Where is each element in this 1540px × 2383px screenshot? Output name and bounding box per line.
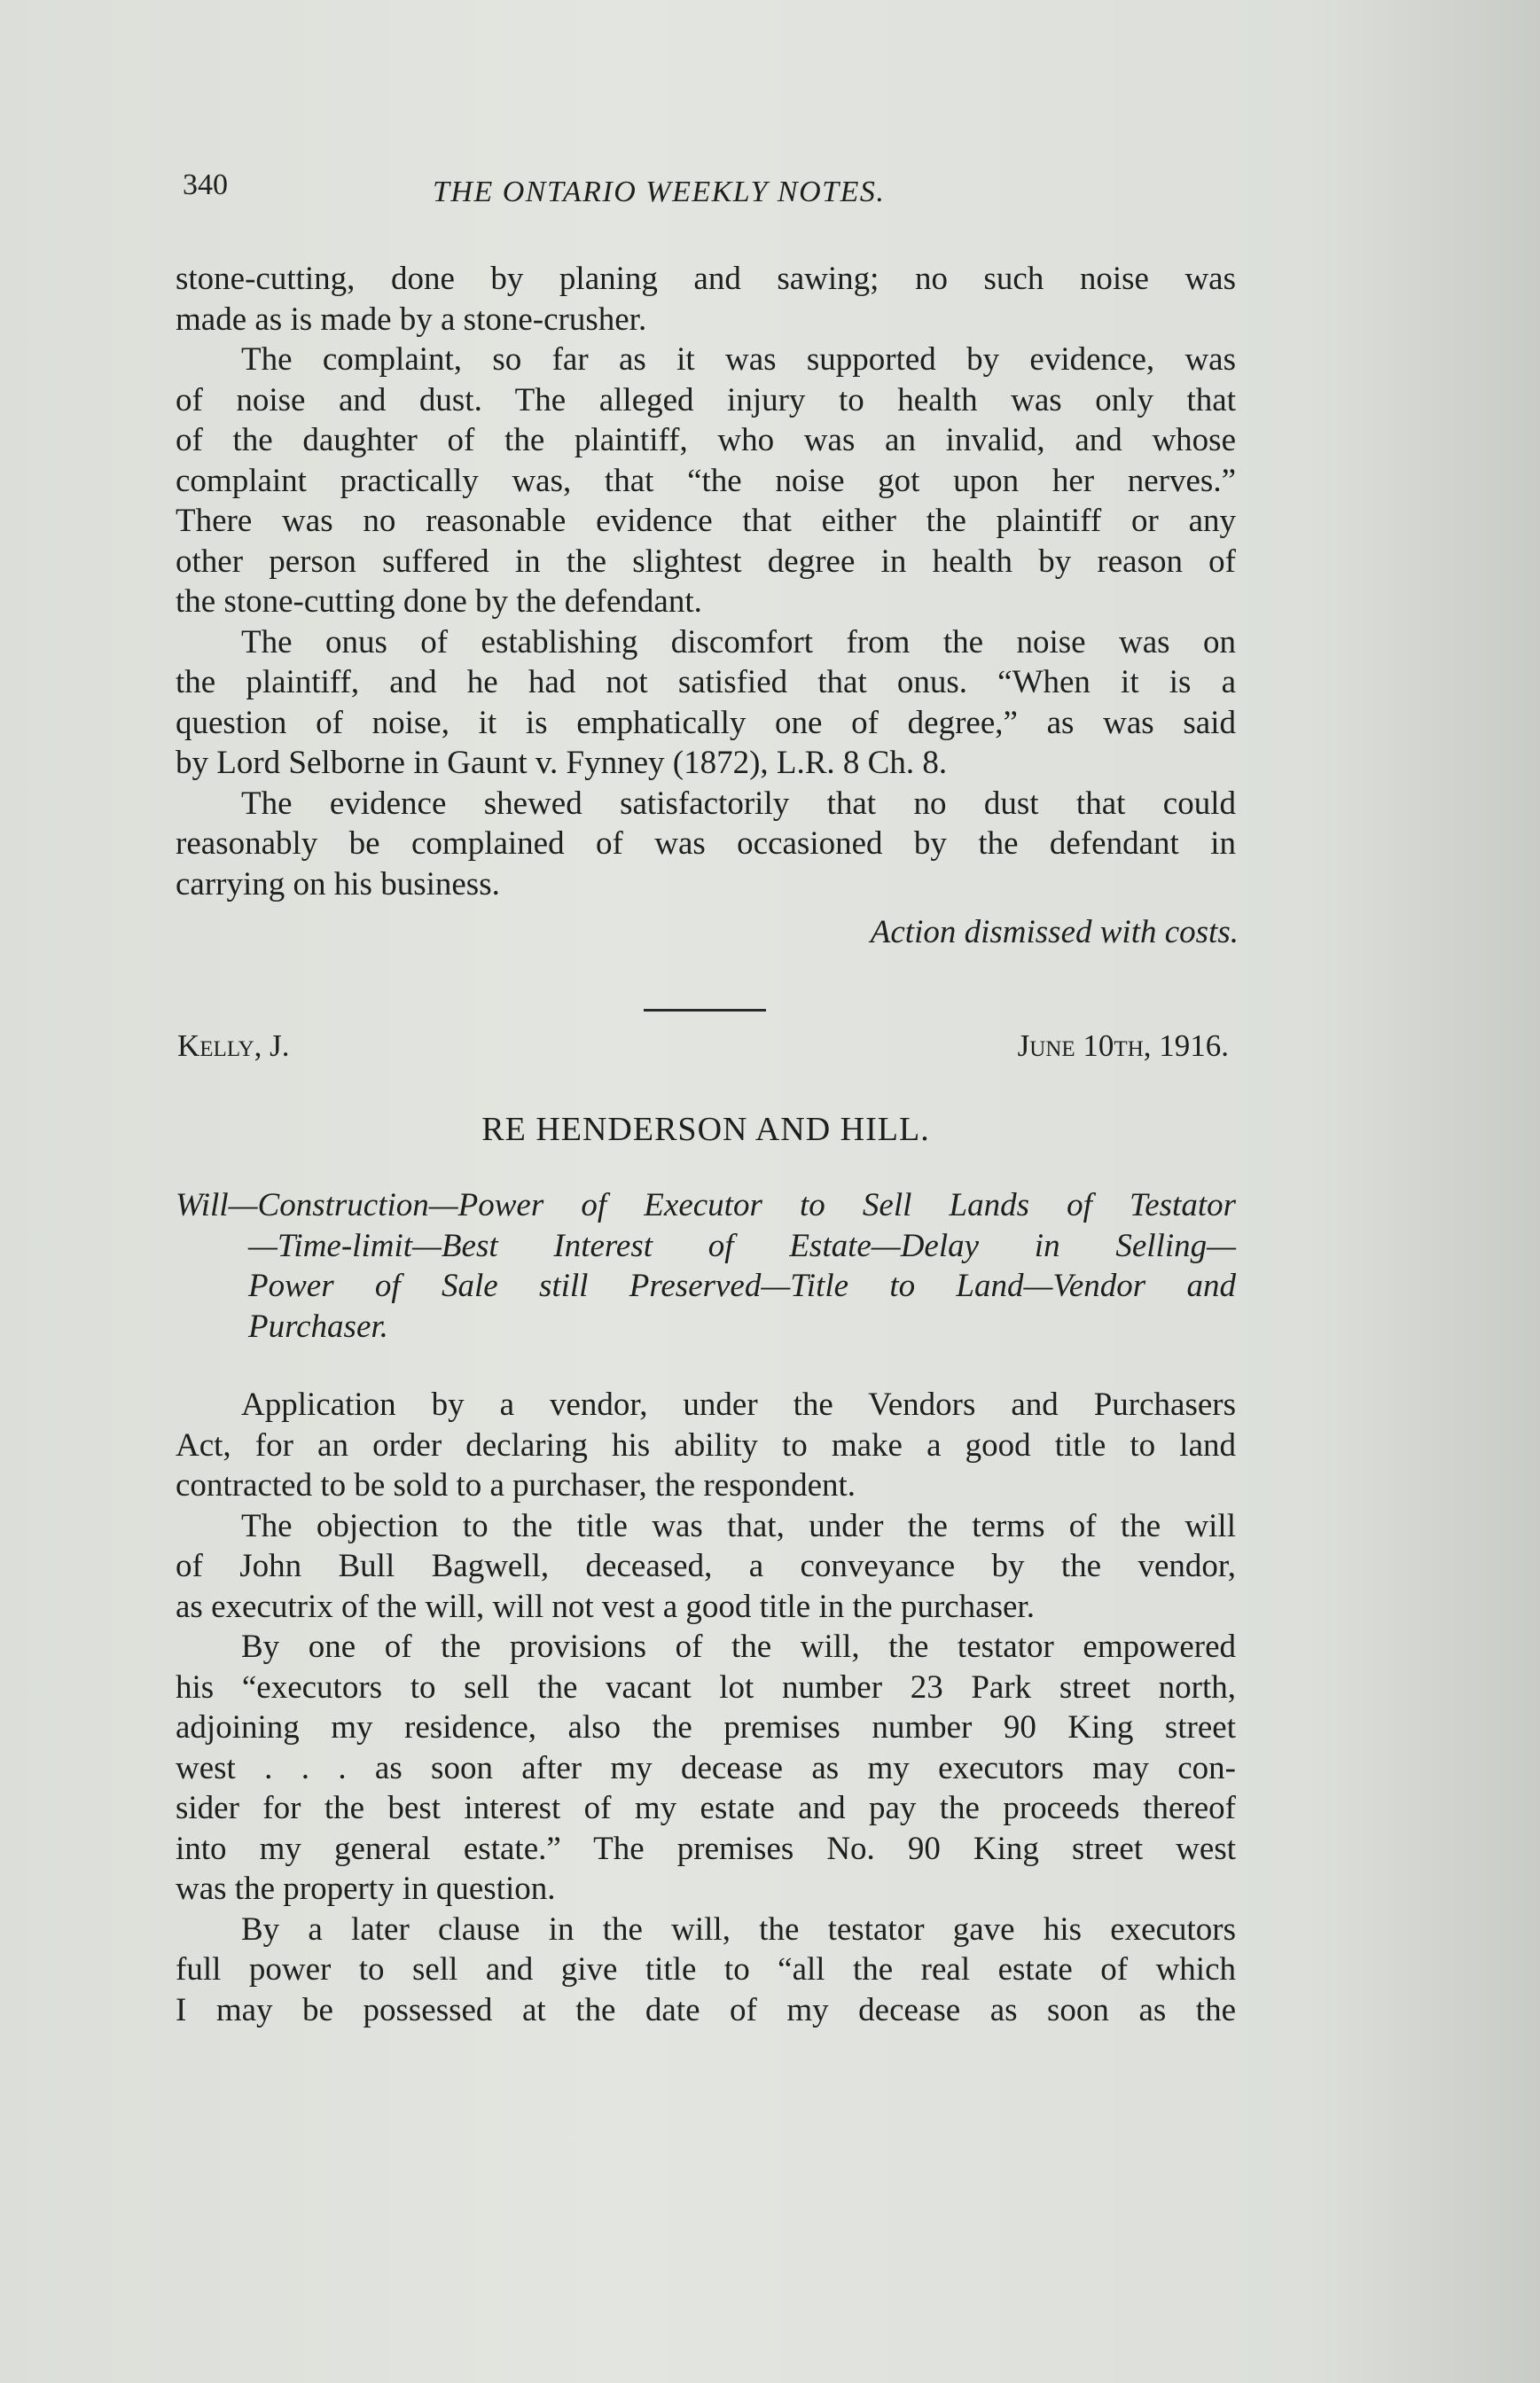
text-line: of noise and dust. The alleged injury to health was only that — [176, 381, 1236, 418]
page-number: 340 — [183, 168, 228, 201]
text-line: question of noise, it is emphatically one of degree,” as was said — [176, 704, 1236, 741]
result-line: Action dismissed with costs. — [870, 914, 1239, 950]
text-line: carrying on his business. — [176, 865, 500, 902]
text-line: There was no reasonable evidence that either the plaintiff or any — [176, 503, 1236, 539]
case-title: RE HENDERSON AND HILL. — [481, 1111, 930, 1148]
text-line: of John Bull Bagwell, deceased, a conveyance by the vendor, — [176, 1548, 1236, 1584]
headnote-line: Will—Construction—Power of Executor to Sell Lands of Testator — [176, 1187, 1236, 1223]
body-text — [176, 1385, 1236, 2030]
decision-date: June 10th, 1916. — [1017, 1028, 1229, 1063]
judge-date-line — [176, 1028, 1236, 1071]
text-line: The complaint, so far as it was supported by evidence, was — [241, 341, 1236, 378]
text-line: as executrix of the will, will not vest a good title in the purchaser. — [176, 1588, 1035, 1625]
text-line: the stone-cutting done by the defendant. — [176, 583, 702, 620]
text-line: of the daughter of the plaintiff, who was an invalid, and whose — [176, 422, 1236, 458]
text-line: By one of the provisions of the will, the testator empowered — [241, 1629, 1236, 1665]
page-header — [176, 168, 1236, 213]
text-line: complaint practically was, that “the noise got upon her nerves.” — [176, 462, 1236, 499]
section-divider — [644, 1009, 766, 1012]
text-line: reasonably be complained of was occasioned by the defendant in — [176, 825, 1236, 862]
text-line: The evidence shewed satisfactorily that no dust that could — [241, 785, 1236, 822]
text-line: by Lord Selborne in Gaunt v. Fynney (1872), L.R. 8 Ch. 8. — [176, 745, 948, 781]
text-line: other person suffered in the slightest degree in health by reason of — [176, 543, 1236, 580]
text-line: his “executors to sell the vacant lot number 23 Park street north, — [176, 1668, 1236, 1706]
text-line: made as is made by a stone-crusher. — [176, 301, 647, 338]
text-line: adjoining my residence, also the premises number 90 King street — [176, 1709, 1236, 1746]
text-line: By a later clause in the will, the testator gave his executors — [241, 1910, 1236, 1948]
text-line: The onus of establishing discomfort from the noise was on — [241, 623, 1236, 660]
text-line: sider for the best interest of my estate and pay the proceeds thereof — [176, 1790, 1236, 1826]
text-line: was the property in question. — [176, 1871, 556, 1907]
text-line: into my general estate.” The premises No. 90 King street west — [176, 1830, 1236, 1867]
headnote-line: Purchaser. — [248, 1308, 388, 1345]
top-text — [176, 259, 1236, 904]
headnote — [176, 1185, 1236, 1347]
text-line: the plaintiff, and he had not satisfied that onus. “When it is a — [176, 664, 1236, 700]
text-line: full power to sell and give title to “all the real estate of which — [176, 1951, 1236, 1988]
judge-name: Kelly, J. — [177, 1028, 290, 1063]
headnote-line: —Time-limit—Best Interest of Estate—Delay in Selling— — [248, 1227, 1236, 1264]
text-line: Act, for an order declaring his ability to make a good title to land — [176, 1426, 1236, 1464]
text-line: I may be possessed at the date of my decease as soon as the — [176, 1991, 1236, 2028]
text-line: The objection to the title was that, under the terms of the will — [241, 1507, 1236, 1544]
text-line: stone-cutting, done by planing and sawing; no such noise was — [176, 261, 1236, 297]
text-line: Application by a vendor, under the Vendors and Purchasers — [241, 1387, 1236, 1423]
text-line: west . . . as soon after my decease as my executors may con- — [176, 1749, 1236, 1786]
text-line: contracted to be sold to a purchaser, the respondent. — [176, 1467, 856, 1504]
headnote-line: Power of Sale still Preserved—Title to Land—Vendor and — [248, 1268, 1236, 1304]
running-head: THE ONTARIO WEEKLY NOTES. — [433, 176, 886, 208]
